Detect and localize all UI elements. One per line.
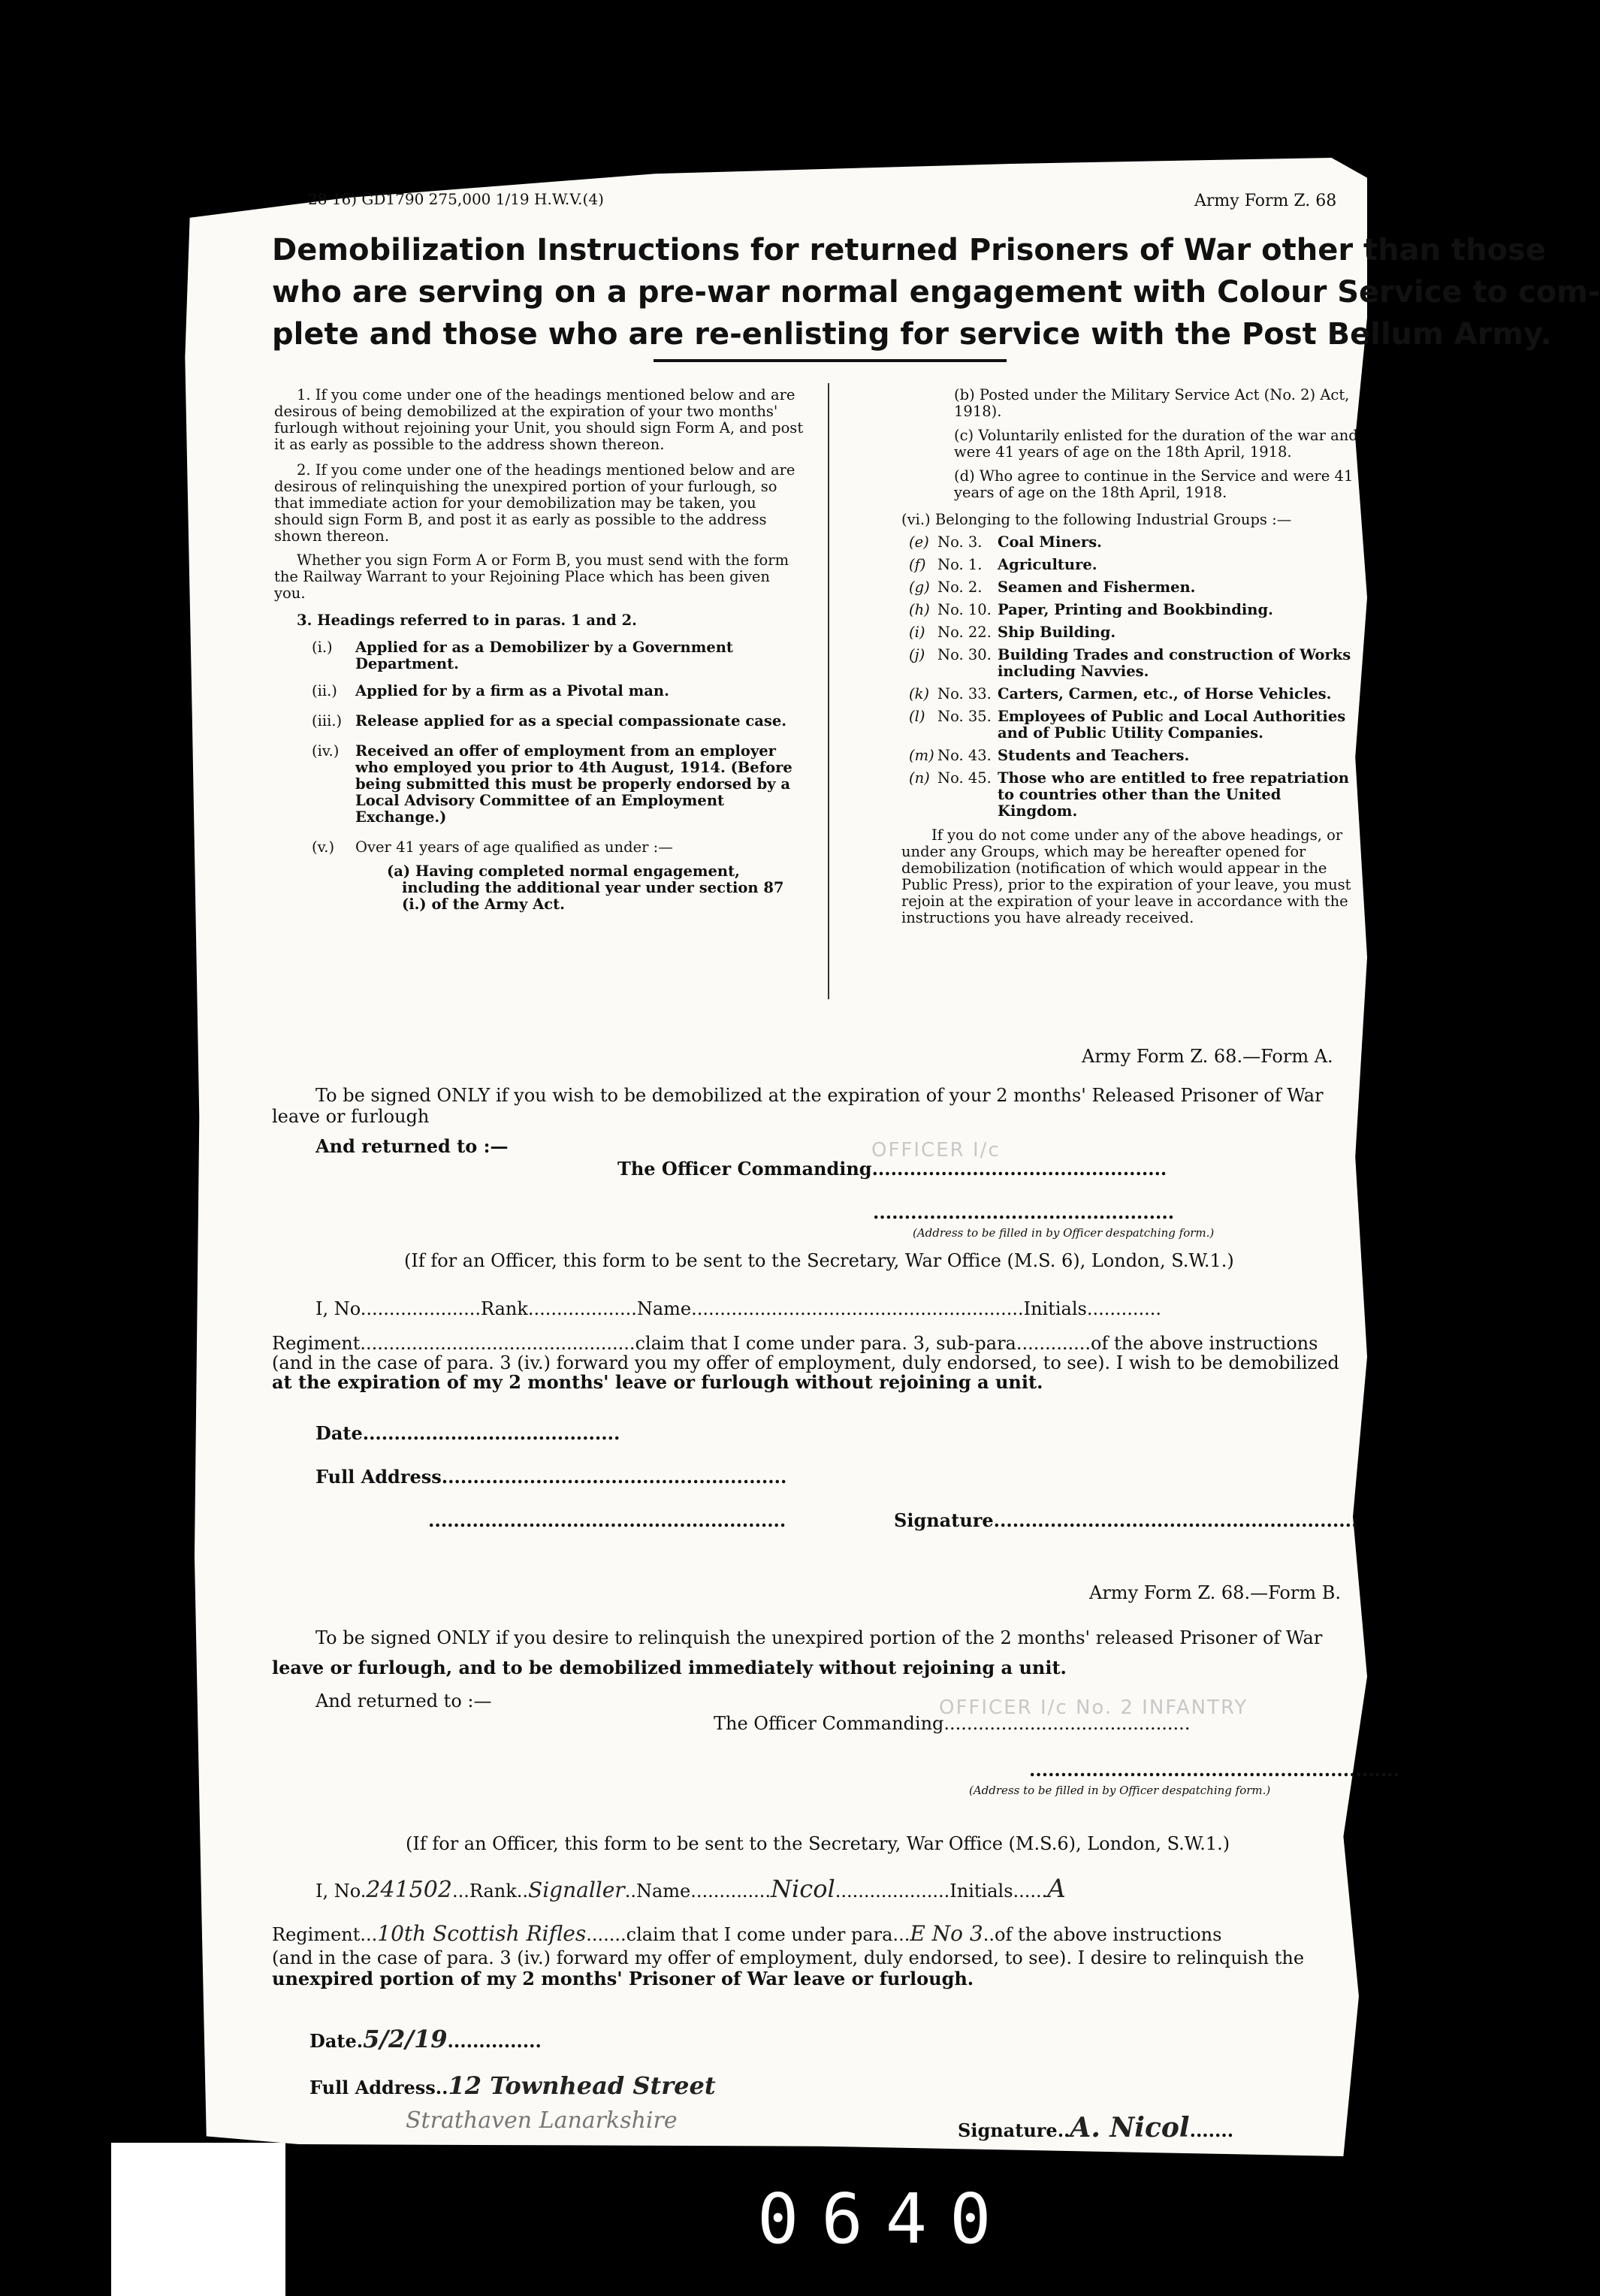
group-number: No. 45.: [937, 769, 992, 787]
instruction-para-2: 2. If you come under one of the headings mentioned below and are desirous of relinquishing the unexpired portion of your furlough, so that immediate action for your demobilization may be taken, you should sign Form B, and post it as early as possible to the address shown thereon.: [274, 461, 795, 545]
group-text: Seamen and Fishermen.: [998, 579, 1196, 596]
form-b-intro-cont: leave or furlough, and to be demobilized immediately without rejoining a unit.: [272, 1657, 1067, 1678]
instruction-para-1: 1. If you come under one of the headings mentioned below and are desirous of being demobilized at the expiration of your two months' furlough without rejoining your Unit, you should sign Form A, and post it as early as possible to the address shown thereon.: [274, 386, 804, 453]
form-a-regiment-line: Regiment................................................claim that I come under para. 3, sub-para.............of the above instructions: [272, 1333, 1318, 1354]
heading-text: Received an offer of employment from an employer who employed you prior to 4th August, 1914. (Before being submitted this must be properly endorsed by a Local Advisory Committee of an Employment Exchange.): [355, 742, 792, 826]
form-a-address-line-2: .........................................................: [428, 1509, 786, 1531]
film-frame-number: 0640: [757, 2179, 1014, 2259]
handwritten-address-line-1: 12 Townhead Street: [448, 2071, 716, 2100]
handwritten-rank: Signaller: [528, 1878, 625, 1902]
industrial-groups-label: (vi.) Belonging to the following Industrial Groups :—: [901, 511, 1292, 528]
handwritten-address-line-2: Strathaven Lanarkshire: [406, 2107, 678, 2134]
form-b-intro: To be signed ONLY if you desire to relinquish the unexpired portion of the 2 months' released Prisoner of War: [315, 1627, 1323, 1648]
form-b-line-no-rank-name: I, No.241502...Rank..Signaller..Name..............Nicol....................Initials......A: [315, 1874, 1066, 1904]
form-b-regiment-line: Regiment...10th Scottish Rifles.......claim that I come under para...E No 3..of the above instructions: [272, 1921, 1222, 1946]
heading-number: (iii.): [312, 712, 343, 730]
group-number: No. 10.: [937, 601, 992, 618]
heading-item: [312, 683, 804, 699]
heading-number: (v.): [312, 838, 335, 856]
heading-item: [312, 743, 804, 826]
group-item: [909, 579, 1360, 596]
group-letter: (j): [909, 646, 925, 663]
group-text: Agriculture.: [998, 556, 1097, 573]
form-a-signature: Signature..........................................................: [894, 1509, 1358, 1531]
column-divider: [828, 383, 829, 999]
group-letter: (f): [909, 556, 926, 573]
group-text: Paper, Printing and Bookbinding.: [998, 601, 1273, 618]
form-b-date-label: Date.: [309, 2030, 364, 2052]
form-a-address-dots: ................................................: [873, 1201, 1175, 1223]
closing-note: If you do not come under any of the above headings, or under any Groups, which may be hereafter opened for demobilization (notification of which would appear in the Public Press), prior to the expiration of your leave, you must rejoin at the expiration of your leave in accordance with the instructions you have already received.: [901, 826, 1351, 926]
heading-item: [312, 639, 804, 672]
group-text: Coal Miners.: [998, 533, 1102, 551]
group-text: Those who are entitled to free repatriation to countries other than the United Kingdom.: [998, 769, 1349, 820]
form-a-address-note: (Address to be filled in by Officer despatching form.): [913, 1226, 1215, 1240]
form-b-address-note: (Address to be filled in by Officer despatching form.): [969, 1784, 1271, 1797]
form-a-officer-note: (If for an Officer, this form to be sent to the Secretary, War Office (M.S. 6), London, S.W.1.): [404, 1250, 1234, 1271]
heading-sub-a: (a) Having completed normal engagement, including the additional year under section 87 (i.) of the Army Act.: [387, 863, 784, 913]
print-reference: 28 16) GD1790 275,000 1/19 H.W.V.(4): [308, 190, 604, 208]
form-b-signature-line: Signature..A. Nicol.......: [958, 2112, 1234, 2143]
handwritten-signature: A. Nicol: [1070, 2112, 1190, 2143]
handwritten-para: E No 3: [910, 1921, 983, 1946]
document-title: [272, 229, 1600, 355]
form-b-regiment-label: Regiment: [272, 1924, 361, 1945]
form-a-date: Date.........................................: [315, 1422, 620, 1444]
form-b-officer-commanding: The Officer Commanding...........................................: [714, 1713, 1191, 1734]
form-a-full-address: Full Address.......................................................: [315, 1466, 787, 1488]
left-column: [274, 387, 804, 913]
form-b-officer-note: (If for an Officer, this form to be sent to the Secretary, War Office (M.S.6), London, S.W.1.): [406, 1833, 1230, 1854]
heading-item: [312, 713, 804, 730]
film-blank-patch: [111, 2143, 285, 2296]
industrial-groups-list: [901, 534, 1360, 820]
handwritten-regiment: 10th Scottish Rifles: [377, 1921, 587, 1946]
title-line-3: plete and those who are re-enlisting for service with the Post Bellum Army.: [272, 317, 1552, 352]
group-letter: (i): [909, 624, 925, 641]
handwritten-name: Nicol: [771, 1875, 835, 1903]
group-item: [909, 748, 1360, 764]
form-a-intro: To be signed ONLY if you wish to be demobilized at the expiration of your 2 months' Released Prisoner of War: [315, 1085, 1324, 1106]
form-b-line-2: (and in the case of para. 3 (iv.) forward my offer of employment, duly endorsed, to see). I desire to relinquish the: [272, 1947, 1305, 1968]
title-line-2: who are serving on a pre-war normal engagement with Colour Service to com-: [272, 275, 1600, 310]
group-number: No. 1.: [937, 556, 983, 573]
heading-sub-d: (d) Who agree to continue in the Service and were 41 years of age on the 18th April, 1918.: [954, 467, 1354, 501]
form-b-address-line: Full Address..12 Townhead Street: [309, 2071, 716, 2100]
heading-sub-b: (b) Posted under the Military Service Act (No. 2) Act, 1918).: [954, 386, 1350, 420]
group-letter: (g): [909, 579, 930, 596]
form-b-rank-label: Rank: [469, 1881, 517, 1902]
form-b-initials-label: Initials: [949, 1881, 1013, 1902]
group-item: [909, 647, 1360, 680]
group-text: Ship Building.: [998, 624, 1116, 641]
form-a-returned-to: And returned to :—: [315, 1135, 509, 1157]
headings-list: [274, 639, 804, 913]
heading-number: (ii.): [312, 682, 337, 699]
form-b-no-label: I, No.: [315, 1881, 367, 1902]
group-item: [909, 557, 1360, 573]
group-text: Building Trades and construction of Works including Navvies.: [998, 646, 1351, 680]
group-letter: (l): [909, 708, 925, 725]
group-text: Carters, Carmen, etc., of Horse Vehicles.: [998, 685, 1332, 702]
form-identifier: Army Form Z. 68: [1194, 192, 1337, 210]
group-item: [909, 624, 1360, 641]
title-line-1: Demobilization Instructions for returned Prisoners of War other than those: [272, 233, 1546, 267]
form-a-intro-cont: leave or furlough: [272, 1106, 430, 1127]
form-b-date-line: Date.5/2/19...............: [309, 2025, 542, 2053]
form-a-line-3: at the expiration of my 2 months' leave or furlough without rejoining a unit.: [272, 1371, 1043, 1393]
form-b-faded-stamp: OFFICER I/c No. 2 INFANTRY: [939, 1696, 1248, 1719]
form-b-claim-tail: of the above instructions: [995, 1924, 1222, 1945]
group-letter: (e): [909, 533, 929, 551]
group-number: No. 30.: [937, 646, 992, 663]
group-number: No. 3.: [937, 533, 983, 551]
heading-text: Release applied for as a special compassionate case.: [355, 712, 787, 730]
group-number: No. 22.: [937, 624, 992, 641]
group-number: No. 43.: [937, 747, 992, 764]
group-item: [909, 770, 1360, 820]
heading-text: Applied for as a Demobilizer by a Government Department.: [355, 639, 733, 672]
heading-text: Over 41 years of age qualified as under :—: [355, 838, 673, 856]
group-letter: (k): [909, 685, 930, 702]
group-number: No. 2.: [937, 579, 983, 596]
form-b-signature-label: Signature: [958, 2119, 1058, 2141]
group-number: No. 33.: [937, 685, 992, 702]
form-b-line-3: unexpired portion of my 2 months' Prisoner of War leave or furlough.: [272, 1968, 974, 1989]
group-item: [909, 534, 1360, 551]
form-a-label: Army Form Z. 68.—Form A.: [1082, 1046, 1333, 1067]
form-b-returned-to: And returned to :—: [315, 1690, 492, 1711]
form-b-claim-text: claim that I come under para.: [626, 1924, 899, 1945]
handwritten-initials: A: [1047, 1874, 1066, 1904]
form-a-line-2: (and in the case of para. 3 (iv.) forward you my offer of employment, duly endorsed, to see). I wish to be demobilized: [272, 1352, 1339, 1373]
heading-text: Applied for by a firm as a Pivotal man.: [355, 682, 669, 699]
heading-item: [312, 839, 804, 856]
group-item: [909, 602, 1360, 618]
form-b-address-dots: ...........................................................: [1029, 1759, 1399, 1781]
instruction-para-2b: Whether you sign Form A or Form B, you must send with the form the Railway Warrant to your Rejoining Place which has been given you.: [274, 551, 789, 602]
group-item: [909, 708, 1360, 742]
headings-label: 3. Headings referred to in paras. 1 and 2.: [297, 612, 637, 629]
form-b-name-label: Name: [635, 1881, 691, 1902]
heading-number: (i.): [312, 639, 333, 656]
form-a-line-no-rank-name: I, No.....................Rank...................Name..........................................................Initials.............: [315, 1298, 1162, 1319]
group-letter: (m): [909, 747, 934, 764]
group-number: No. 35.: [937, 708, 992, 725]
group-text: Students and Teachers.: [998, 747, 1190, 764]
heading-sub-c: (c) Voluntarily enlisted for the duration of the war and were 41 years of age on the 18th April, 1918.: [954, 427, 1358, 461]
form-b-label: Army Form Z. 68.—Form B.: [1089, 1582, 1341, 1603]
group-item: [909, 686, 1360, 702]
group-text: Employees of Public and Local Authorities and of Public Utility Companies.: [998, 708, 1346, 742]
handwritten-service-number: 241502: [366, 1877, 452, 1903]
group-letter: (n): [909, 769, 930, 787]
heading-number: (iv.): [312, 742, 340, 760]
form-b-full-address-label: Full Address: [309, 2077, 436, 2098]
form-a-faded-stamp: OFFICER I/c: [871, 1139, 1001, 1162]
group-letter: (h): [909, 601, 930, 618]
right-column: [901, 387, 1360, 926]
handwritten-date: 5/2/19: [363, 2025, 448, 2053]
form-a-officer-commanding: The Officer Commanding...............................................: [617, 1158, 1167, 1180]
title-divider: [654, 359, 1007, 362]
